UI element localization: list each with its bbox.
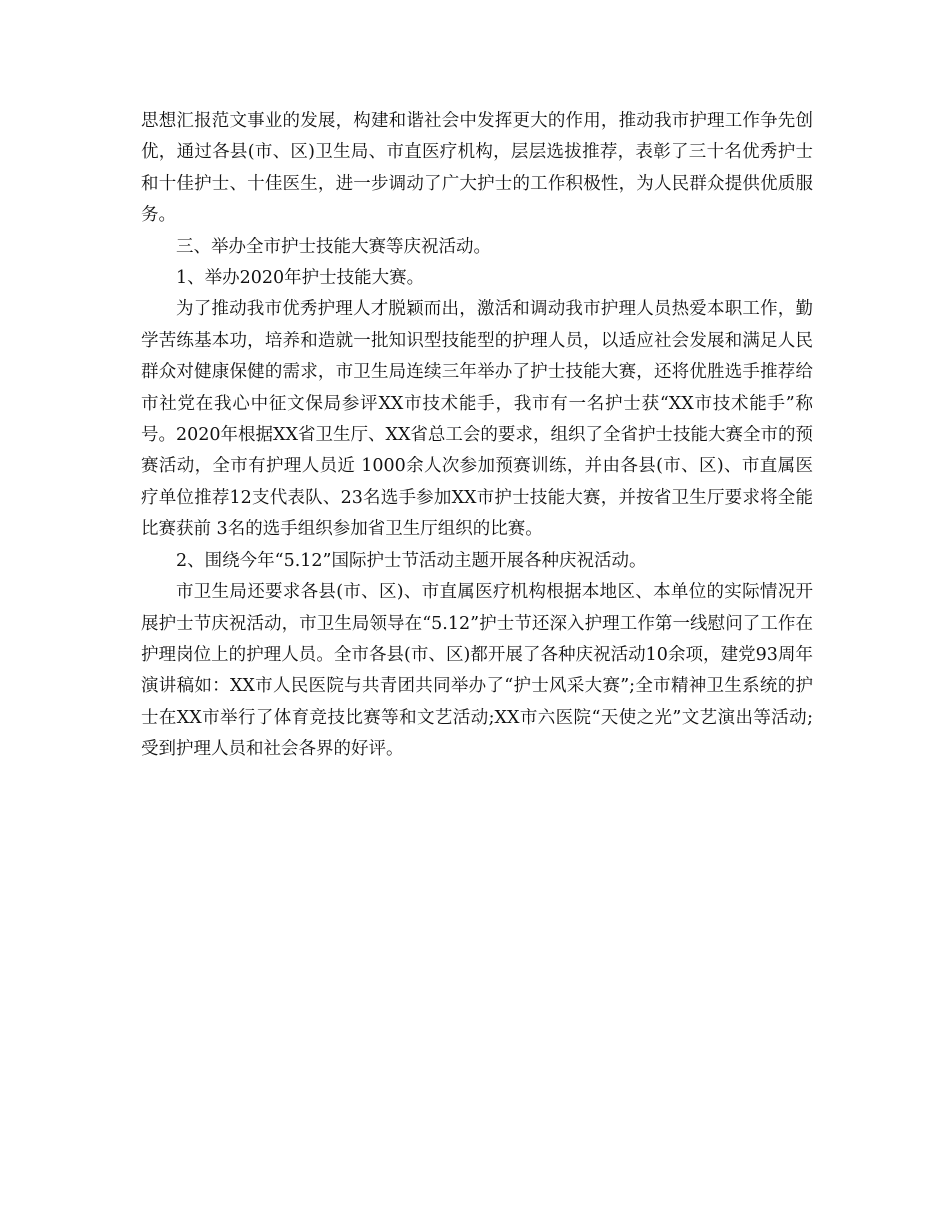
subheading-1: 1、举办2020年护士技能大赛。 <box>176 268 425 289</box>
paragraph-2: 为了推动我市优秀护理人才脱颖而出，激活和调动我市护理人员热爱本职工作，勤学苦练基本功，培养和造就一批知识型技能型的护理人员，以适应社会发展和满足人民群众对健康保健的需求，市卫生局连续三年举办了护士技能大赛，还将优胜选手推荐给市社党在我心中征文保局参评XX市技术能手，我市有一名护士获“XX市技术能手”称号。2020年根据XX省卫生厅、XX省总工会的要求，组织了全省护士技能大赛全市的预赛活动，全市有护理人员近 1000余人次参加预赛训练，并由各县(市、区)、市直属医疗单位推荐12支代表队、23名选手参加XX市护士技能大赛，并按省卫生厅要求将全能比赛获前 3名的选手组织参加省卫生厅组织的比赛。 <box>141 299 813 540</box>
paragraph-3: 市卫生局还要求各县(市、区)、市直属医疗机构根据本地区、本单位的实际情况开展护士节庆祝活动，市卫生局领导在“5.12”护士节还深入护理工作第一线慰问了工作在护理岗位上的护理人员。全市各县(市、区)都开展了各种庆祝活动10余项，建党93周年演讲稿如：XX市人民医院与共青团共同举办了“护士风采大赛”;全市精神卫生系统的护士在XX市举行了体育竞技比赛等和文艺活动;XX市六医院“天使之光”文艺演出等活动;受到护理人员和社会各界的好评。 <box>141 582 813 760</box>
subheading-2: 2、围绕今年“5.12”国际护士节活动主题开展各种庆祝活动。 <box>176 550 647 571</box>
document-body <box>141 106 813 766</box>
section-heading-3: 三、举办全市护士技能大赛等庆祝活动。 <box>176 236 491 257</box>
paragraph-1: 思想汇报范文事业的发展，构建和谐社会中发挥更大的作用，推动我市护理工作争先创优，通过各县(市、区)卫生局、市直医疗机构，层层选拔推荐，表彰了三十名优秀护士和十佳护士、十佳医生，进一步调动了广大护士的工作积极性，为人民群众提供优质服务。 <box>141 111 813 226</box>
